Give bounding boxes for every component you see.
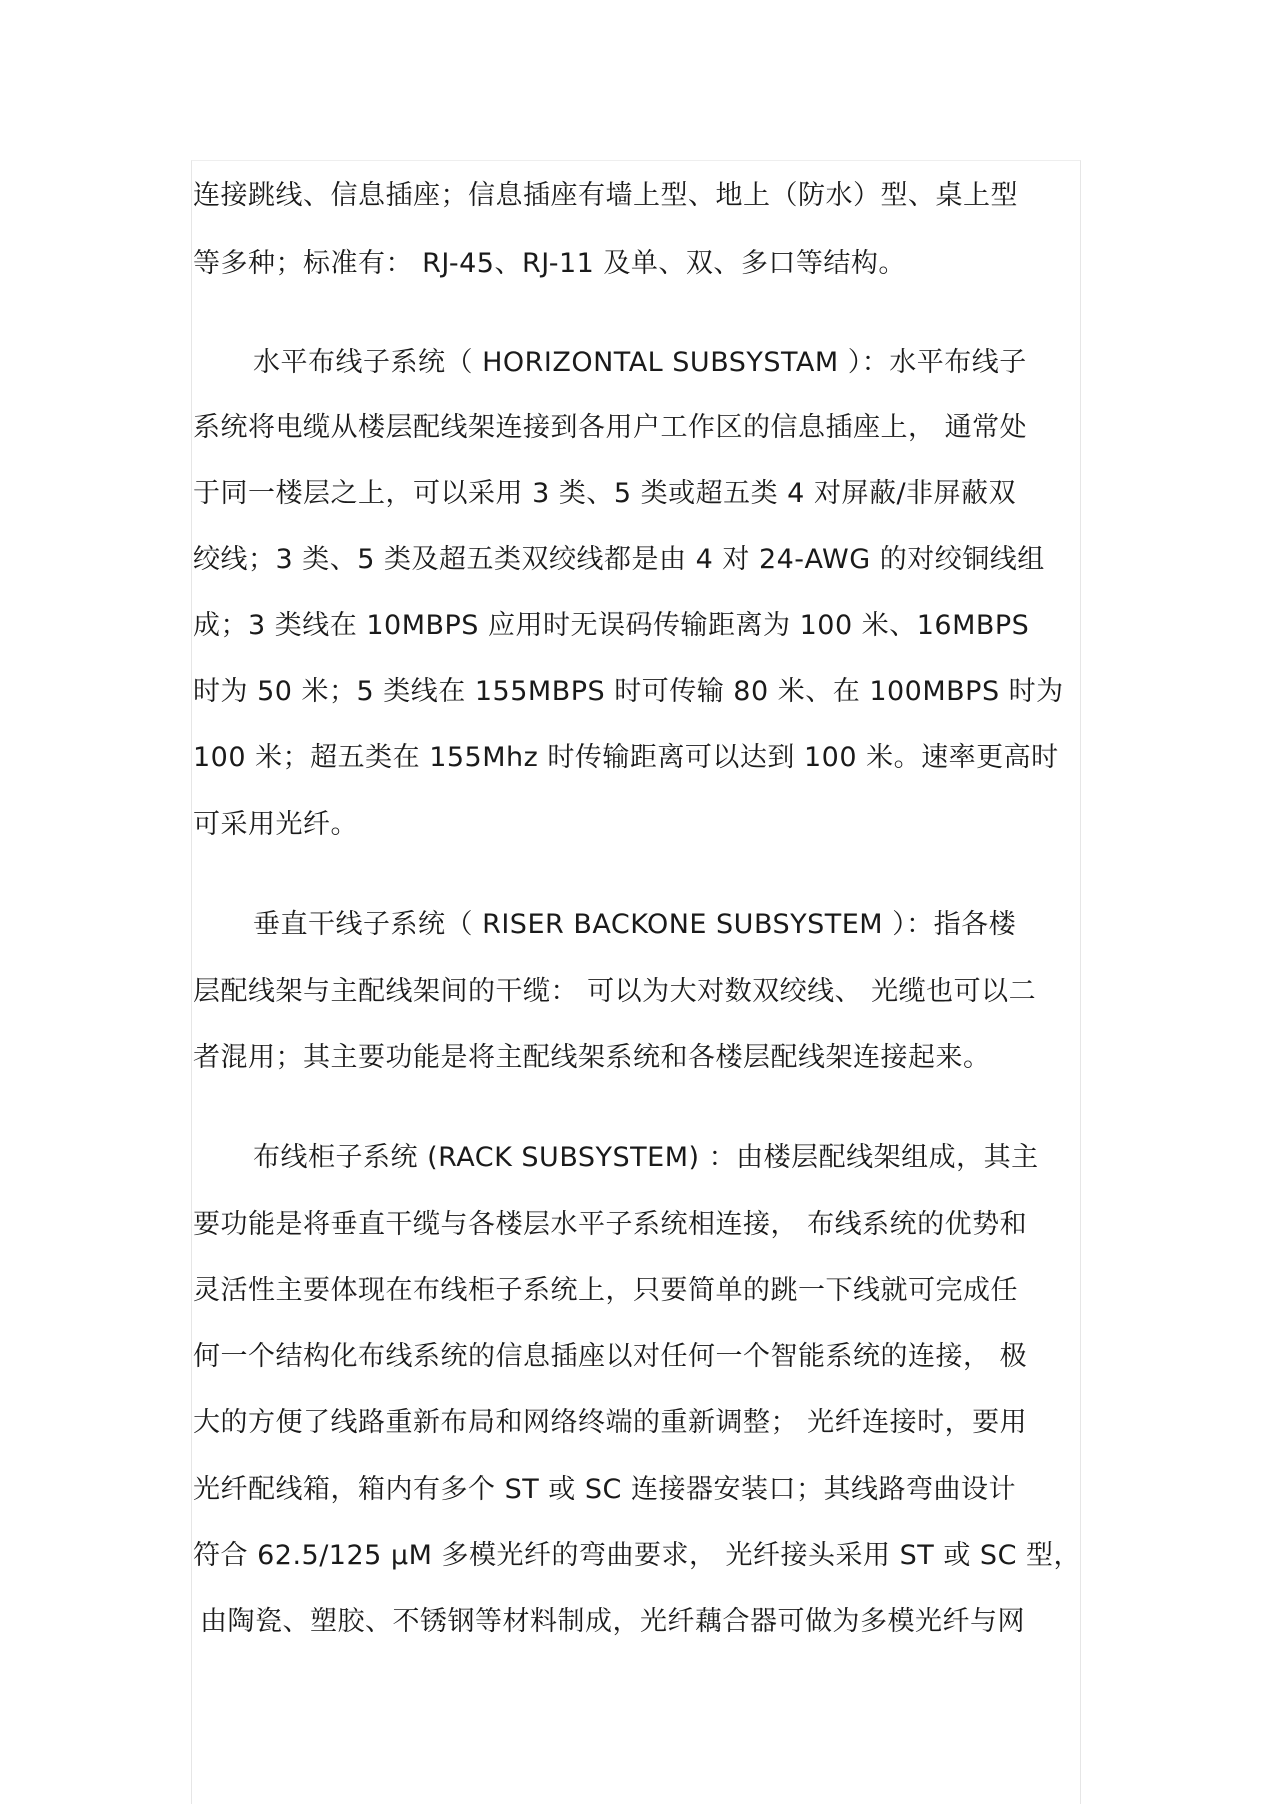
text-line: 100 米；超五类在 155Mhz 时传输距离可以达到 100 米。速率更高时 [193, 742, 1059, 773]
text-line: 于同一楼层之上，可以采用 3 类、5 类或超五类 4 对屏蔽/非屏蔽双 [193, 478, 1017, 509]
text-line: 要功能是将垂直干缆与各楼层水平子系统相连接， 布线系统的优势和 [193, 1209, 1028, 1240]
text-line: 灵活性主要体现在布线柜子系统上，只要简单的跳一下线就可完成任 [193, 1275, 1018, 1306]
text-line: 连接跳线、信息插座；信息插座有墙上型、地上（防水）型、桌上型 [193, 180, 1018, 211]
text-line: 系统将电缆从楼层配线架连接到各用户工作区的信息插座上， 通常处 [193, 412, 1028, 443]
text-line: 绞线；3 类、5 类及超五类双绞线都是由 4 对 24-AWG 的对绞铜线组 [193, 544, 1045, 575]
text-line: 者混用；其主要功能是将主配线架系统和各楼层配线架连接起来。 [193, 1042, 991, 1073]
text-line: 时为 50 米；5 类线在 155MBPS 时可传输 80 米、在 100MBPS 时为 [193, 676, 1064, 707]
text-line: 等多种；标准有： RJ-45、RJ-11 及单、双、多口等结构。 [193, 248, 906, 279]
paragraph-heading-horizontal: 水平布线子系统（ HORIZONTAL SUBSYSTAM ）：水平布线子 [253, 347, 1027, 378]
paragraph-heading-rack: 布线柜子系统 (RACK SUBSYSTEM) ：由楼层配线架组成，其主 [253, 1142, 1039, 1173]
paragraph-heading-riser: 垂直干线子系统（ RISER BACKONE SUBSYSTEM ）：指各楼 [253, 909, 1017, 940]
text-line: 符合 62.5/125 μM 多模光纤的弯曲要求， 光纤接头采用 ST 或 SC 型， [193, 1540, 1082, 1571]
text-line: 可采用光纤。 [193, 809, 358, 840]
text-line: 何一个结构化布线系统的信息插座以对任何一个智能系统的连接， 极 [193, 1341, 1028, 1372]
text-line: 光纤配线箱，箱内有多个 ST 或 SC 连接器安装口；其线路弯曲设计 [193, 1474, 1016, 1505]
text-line: 成；3 类线在 10MBPS 应用时无误码传输距离为 100 米、16MBPS [193, 610, 1030, 641]
text-line: 层配线架与主配线架间的干缆： 可以为大对数双绞线、 光缆也可以二 [193, 976, 1037, 1007]
text-line: 由陶瓷、塑胶、不锈钢等材料制成，光纤藕合器可做为多模光纤与网 [200, 1606, 1025, 1637]
text-line: 大的方便了线路重新布局和网络终端的重新调整； 光纤连接时，要用 [193, 1407, 1028, 1438]
